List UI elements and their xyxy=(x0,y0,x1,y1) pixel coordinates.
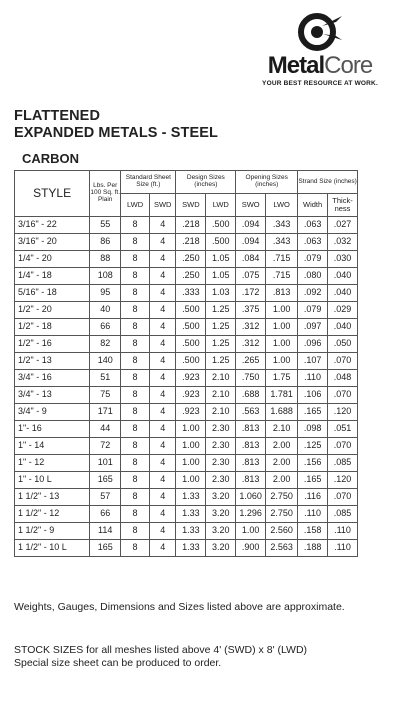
table-cell: .070 xyxy=(328,353,358,370)
table-cell: 4 xyxy=(149,506,176,523)
table-cell: 86 xyxy=(90,234,121,251)
table-row xyxy=(15,353,358,370)
table-cell: 1.688 xyxy=(266,404,298,421)
table-cell: 8 xyxy=(121,251,150,268)
header-lbs: Lbs. Per 100 Sq. ft. Plain xyxy=(90,171,121,217)
table-cell: .092 xyxy=(298,285,328,302)
table-cell: 2.750 xyxy=(266,506,298,523)
table-cell: 4 xyxy=(149,336,176,353)
table-cell: .029 xyxy=(328,302,358,319)
table-cell: .165 xyxy=(298,404,328,421)
table-cell: .375 xyxy=(236,302,266,319)
header-standard: Standard Sheet Size (ft.) xyxy=(121,171,176,194)
style-cell: 1/4" - 20 xyxy=(15,251,90,268)
table-cell: 1.05 xyxy=(206,268,236,285)
table-cell: 1.25 xyxy=(206,319,236,336)
style-cell: 5/16" - 18 xyxy=(15,285,90,302)
table-row xyxy=(15,540,358,557)
table-cell: 2.563 xyxy=(266,540,298,557)
table-cell: .094 xyxy=(236,217,266,234)
table-cell: 1.00 xyxy=(266,353,298,370)
table-cell: 4 xyxy=(149,387,176,404)
table-cell: 1.00 xyxy=(176,421,206,438)
table-cell: 171 xyxy=(90,404,121,421)
table-cell: 4 xyxy=(149,217,176,234)
table-cell: .158 xyxy=(298,523,328,540)
header-design: Design Sizes (inches) xyxy=(176,171,236,194)
table-row xyxy=(15,268,358,285)
table-row xyxy=(15,472,358,489)
style-cell: 1" - 10 L xyxy=(15,472,90,489)
header-strand: Strand Size (inches) xyxy=(298,171,358,194)
table-cell: .040 xyxy=(328,319,358,336)
table-cell: 75 xyxy=(90,387,121,404)
table-row xyxy=(15,370,358,387)
table-row xyxy=(15,319,358,336)
table-cell: 72 xyxy=(90,438,121,455)
style-cell: 1/2" - 20 xyxy=(15,302,90,319)
table-cell: 1.33 xyxy=(176,506,206,523)
table-cell: .813 xyxy=(236,421,266,438)
table-cell: 1.25 xyxy=(206,302,236,319)
table-cell: .715 xyxy=(266,251,298,268)
table-row xyxy=(15,455,358,472)
table-cell: 101 xyxy=(90,455,121,472)
table-cell: 1.25 xyxy=(206,353,236,370)
table-row xyxy=(15,404,358,421)
note-approximate: Weights, Gauges, Dimensions and Sizes listed above are approximate. xyxy=(14,601,345,613)
table-cell: .063 xyxy=(298,234,328,251)
table-cell: .688 xyxy=(236,387,266,404)
table-cell: .032 xyxy=(328,234,358,251)
table-cell: 2.10 xyxy=(266,421,298,438)
logo-tagline: YOUR BEST RESOURCE AT WORK. xyxy=(262,80,378,87)
table-cell: 51 xyxy=(90,370,121,387)
table-cell: .218 xyxy=(176,217,206,234)
table-cell: 8 xyxy=(121,268,150,285)
table-cell: 1.781 xyxy=(266,387,298,404)
table-cell: .116 xyxy=(298,489,328,506)
logo-word-bold: Metal xyxy=(267,52,325,79)
table-cell: 4 xyxy=(149,319,176,336)
table-cell: 4 xyxy=(149,234,176,251)
table-cell: .250 xyxy=(176,268,206,285)
table-cell: 4 xyxy=(149,472,176,489)
table-cell: 3.20 xyxy=(206,506,236,523)
table-cell: 44 xyxy=(90,421,121,438)
table-cell: 8 xyxy=(121,370,150,387)
table-cell: 2.00 xyxy=(266,455,298,472)
table-cell: 57 xyxy=(90,489,121,506)
table-cell: 8 xyxy=(121,489,150,506)
table-cell: .343 xyxy=(266,234,298,251)
table-cell: 4 xyxy=(149,540,176,557)
table-cell: 4 xyxy=(149,438,176,455)
table-cell: 8 xyxy=(121,353,150,370)
table-cell: .813 xyxy=(266,285,298,302)
table-cell: 140 xyxy=(90,353,121,370)
table-cell: 2.30 xyxy=(206,472,236,489)
table-cell: 8 xyxy=(121,540,150,557)
table-cell: 4 xyxy=(149,489,176,506)
table-row xyxy=(15,387,358,404)
table-cell: .080 xyxy=(298,268,328,285)
table-row xyxy=(15,302,358,319)
table-cell: .165 xyxy=(298,472,328,489)
header-width: Width xyxy=(298,194,328,217)
table-cell: 2.30 xyxy=(206,421,236,438)
table-cell: 1.00 xyxy=(266,319,298,336)
table-cell: .048 xyxy=(328,370,358,387)
table-cell: .098 xyxy=(298,421,328,438)
table-cell: .110 xyxy=(328,540,358,557)
style-cell: 3/16" - 20 xyxy=(15,234,90,251)
table-row xyxy=(15,285,358,302)
table-body xyxy=(15,217,358,557)
table-cell: .110 xyxy=(328,523,358,540)
table-cell: 4 xyxy=(149,404,176,421)
table-cell: 8 xyxy=(121,336,150,353)
table-cell: 1.33 xyxy=(176,489,206,506)
table-cell: .172 xyxy=(236,285,266,302)
table-cell: .120 xyxy=(328,404,358,421)
table-cell: 8 xyxy=(121,285,150,302)
table-cell: 2.10 xyxy=(206,387,236,404)
table-cell: 4 xyxy=(149,455,176,472)
table-cell: .079 xyxy=(298,302,328,319)
table-cell: .125 xyxy=(298,438,328,455)
style-cell: 1/2" - 18 xyxy=(15,319,90,336)
header-lwd: LWD xyxy=(121,194,150,217)
table-row xyxy=(15,489,358,506)
spec-table xyxy=(14,170,358,557)
table-cell: 3.20 xyxy=(206,489,236,506)
header-lwo: LWO xyxy=(266,194,298,217)
table-cell: 2.560 xyxy=(266,523,298,540)
note-stock-sizes xyxy=(14,644,307,670)
table-cell: 8 xyxy=(121,319,150,336)
table-cell: .333 xyxy=(176,285,206,302)
table-cell: 2.750 xyxy=(266,489,298,506)
table-cell: .070 xyxy=(328,489,358,506)
header-swd: SWD xyxy=(149,194,176,217)
table-cell: .715 xyxy=(266,268,298,285)
table-cell: 114 xyxy=(90,523,121,540)
table-cell: .312 xyxy=(236,319,266,336)
style-cell: 3/4" - 13 xyxy=(15,387,90,404)
table-cell: .063 xyxy=(298,217,328,234)
table-row xyxy=(15,217,358,234)
table-cell: 8 xyxy=(121,523,150,540)
table-cell: 1.00 xyxy=(176,438,206,455)
table-cell: 8 xyxy=(121,404,150,421)
table-cell: .106 xyxy=(298,387,328,404)
style-cell: 1/2" - 13 xyxy=(15,353,90,370)
logo-wordmark xyxy=(250,52,390,80)
table-cell: 95 xyxy=(90,285,121,302)
table-cell: .097 xyxy=(298,319,328,336)
table-cell: .107 xyxy=(298,353,328,370)
section-subtitle: CARBON xyxy=(22,151,80,166)
table-cell: .923 xyxy=(176,404,206,421)
table-cell: 8 xyxy=(121,302,150,319)
table-cell: 88 xyxy=(90,251,121,268)
table-cell: .096 xyxy=(298,336,328,353)
table-cell: .094 xyxy=(236,234,266,251)
table-cell: 4 xyxy=(149,285,176,302)
table-cell: .120 xyxy=(328,472,358,489)
table-cell: .030 xyxy=(328,251,358,268)
table-row xyxy=(15,336,358,353)
table-cell: 1.33 xyxy=(176,540,206,557)
logo-word-light: Core xyxy=(324,52,373,79)
metalcore-logo xyxy=(250,12,390,92)
table-cell: .085 xyxy=(328,506,358,523)
table-cell: 1.00 xyxy=(266,336,298,353)
table-cell: 1.33 xyxy=(176,523,206,540)
table-cell: 1.25 xyxy=(206,336,236,353)
style-cell: 1 1/2" - 10 L xyxy=(15,540,90,557)
table-cell: .156 xyxy=(298,455,328,472)
table-cell: .250 xyxy=(176,251,206,268)
table-cell: 2.10 xyxy=(206,404,236,421)
table-cell: .563 xyxy=(236,404,266,421)
table-cell: 4 xyxy=(149,302,176,319)
table-cell: .923 xyxy=(176,387,206,404)
table-cell: 108 xyxy=(90,268,121,285)
table-cell: .923 xyxy=(176,370,206,387)
table-cell: .312 xyxy=(236,336,266,353)
page-title xyxy=(14,108,218,142)
table-cell: 4 xyxy=(149,421,176,438)
table-cell: 2.00 xyxy=(266,438,298,455)
header-thickness: Thick- ness xyxy=(328,194,358,217)
table-row xyxy=(15,438,358,455)
header-design-lwd: LWD xyxy=(206,194,236,217)
table-cell: .218 xyxy=(176,234,206,251)
style-cell: 1" - 14 xyxy=(15,438,90,455)
table-cell: 165 xyxy=(90,540,121,557)
style-cell: 3/4" - 9 xyxy=(15,404,90,421)
style-cell: 3/16" - 22 xyxy=(15,217,90,234)
header-design-swd: SWD xyxy=(176,194,206,217)
style-cell: 3/4" - 16 xyxy=(15,370,90,387)
style-cell: 1 1/2" - 9 xyxy=(15,523,90,540)
title-line-2: EXPANDED METALS - STEEL xyxy=(14,125,218,141)
table-cell: .900 xyxy=(236,540,266,557)
table-cell: 1.00 xyxy=(176,472,206,489)
table-cell: 8 xyxy=(121,455,150,472)
table-cell: 8 xyxy=(121,421,150,438)
table-cell: 8 xyxy=(121,217,150,234)
table-cell: .051 xyxy=(328,421,358,438)
table-cell: 8 xyxy=(121,472,150,489)
table-cell: .110 xyxy=(298,370,328,387)
table-cell: .040 xyxy=(328,285,358,302)
table-cell: 8 xyxy=(121,234,150,251)
table-cell: .500 xyxy=(176,353,206,370)
table-cell: 4 xyxy=(149,251,176,268)
table-cell: 66 xyxy=(90,506,121,523)
header-swo: SWO xyxy=(236,194,266,217)
table-cell: 2.30 xyxy=(206,455,236,472)
table-cell: 1.060 xyxy=(236,489,266,506)
table-cell: 1.75 xyxy=(266,370,298,387)
table-row xyxy=(15,251,358,268)
table-cell: .500 xyxy=(206,234,236,251)
table-cell: 82 xyxy=(90,336,121,353)
table-cell: 3.20 xyxy=(206,523,236,540)
table-cell: .075 xyxy=(236,268,266,285)
table-cell: 55 xyxy=(90,217,121,234)
table-row xyxy=(15,523,358,540)
table-cell: .079 xyxy=(298,251,328,268)
table-cell: 8 xyxy=(121,387,150,404)
table-cell: .500 xyxy=(176,336,206,353)
table-cell: 40 xyxy=(90,302,121,319)
table-cell: .813 xyxy=(236,472,266,489)
table-cell: 1.296 xyxy=(236,506,266,523)
style-cell: 1"- 16 xyxy=(15,421,90,438)
table-cell: .343 xyxy=(266,217,298,234)
table-cell: 2.10 xyxy=(206,370,236,387)
table-cell: 4 xyxy=(149,523,176,540)
table-cell: 8 xyxy=(121,438,150,455)
table-cell: .040 xyxy=(328,268,358,285)
table-cell: 3.20 xyxy=(206,540,236,557)
table-row xyxy=(15,421,358,438)
table-cell: .085 xyxy=(328,455,358,472)
header-opening: Opening Sizes (inches) xyxy=(236,171,298,194)
table-row xyxy=(15,506,358,523)
table-cell: 1.00 xyxy=(176,455,206,472)
table-cell: .813 xyxy=(236,455,266,472)
table-cell: .265 xyxy=(236,353,266,370)
table-cell: 8 xyxy=(121,506,150,523)
table-cell: .500 xyxy=(206,217,236,234)
table-cell: 4 xyxy=(149,370,176,387)
table-cell: 4 xyxy=(149,353,176,370)
table-cell: 66 xyxy=(90,319,121,336)
table-cell: 1.03 xyxy=(206,285,236,302)
table-cell: .188 xyxy=(298,540,328,557)
table-cell: 2.00 xyxy=(266,472,298,489)
table-cell: .500 xyxy=(176,302,206,319)
table-cell: .750 xyxy=(236,370,266,387)
table-cell: .027 xyxy=(328,217,358,234)
style-cell: 1 1/2" - 12 xyxy=(15,506,90,523)
table-row xyxy=(15,234,358,251)
table-cell: 1.00 xyxy=(236,523,266,540)
style-cell: 1/4" - 18 xyxy=(15,268,90,285)
table-cell: .070 xyxy=(328,438,358,455)
table-cell: 1.00 xyxy=(266,302,298,319)
header-style: STYLE xyxy=(15,171,90,217)
table-cell: 165 xyxy=(90,472,121,489)
style-cell: 1" - 12 xyxy=(15,455,90,472)
table-cell: .070 xyxy=(328,387,358,404)
table-cell: .050 xyxy=(328,336,358,353)
metalcore-logo-icon xyxy=(298,12,344,52)
table-cell: .084 xyxy=(236,251,266,268)
table-cell: .500 xyxy=(176,319,206,336)
table-cell: 4 xyxy=(149,268,176,285)
table-cell: 1.05 xyxy=(206,251,236,268)
style-cell: 1 1/2" - 13 xyxy=(15,489,90,506)
style-cell: 1/2" - 16 xyxy=(15,336,90,353)
table-cell: .813 xyxy=(236,438,266,455)
table-cell: .110 xyxy=(298,506,328,523)
table-cell: 2.30 xyxy=(206,438,236,455)
note-stock-line-2: Special size sheet can be produced to order. xyxy=(14,657,222,669)
title-line-1: FLATTENED xyxy=(14,108,101,124)
note-stock-line-1: STOCK SIZES for all meshes listed above 4' (SWD) x 8' (LWD) xyxy=(14,644,308,656)
